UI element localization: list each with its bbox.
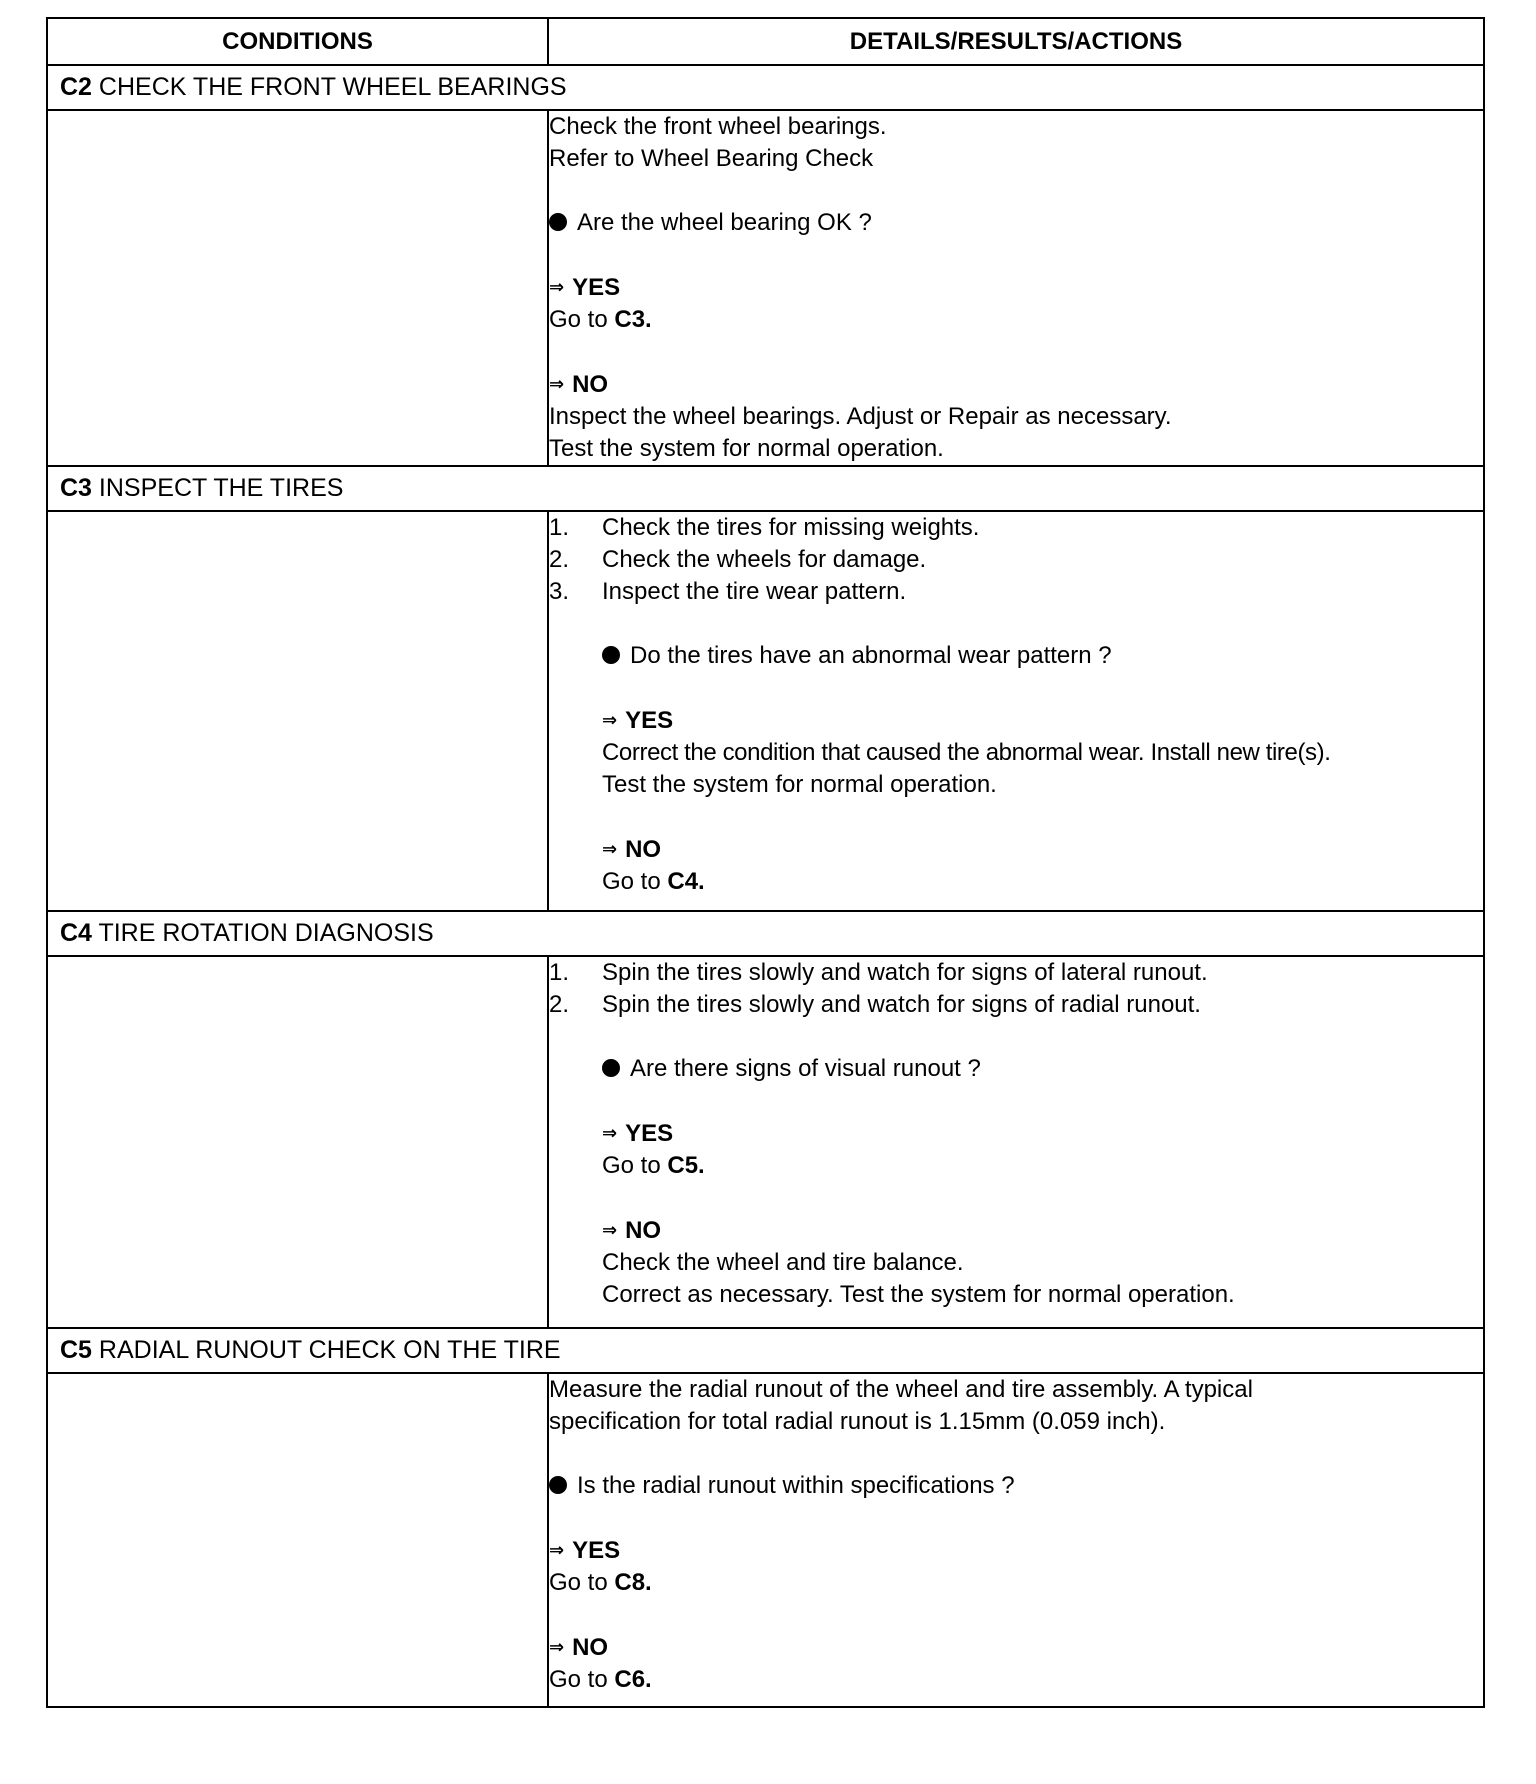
bullet-icon [602,1059,620,1077]
c3-step-1: 1. Check the tires for missing weights. [549,514,980,541]
section-c2-title: C2 CHECK THE FRONT WHEEL BEARINGS [47,65,1484,110]
c3-question: Do the tires have an abnormal wear pattern ? [602,640,1483,672]
c5-details-cell [548,1373,1484,1707]
section-c3-row [47,466,1484,511]
c2-conditions-cell [47,110,548,466]
section-c4-title: C4 TIRE ROTATION DIAGNOSIS [47,911,1484,956]
c5-no-label: ⇒ NO [549,1634,609,1661]
arrow-right-icon: ⇒ [602,710,618,730]
c2-line2: Refer to Wheel Bearing Check [549,145,874,172]
c4-details-cell [548,956,1484,1328]
bullet-icon [549,1476,567,1494]
c4-question: Are there signs of visual runout ? [602,1053,1483,1085]
c3-yes-line2: Test the system for normal operation. [602,771,997,798]
arrow-right-icon: ⇒ [549,1540,565,1560]
c2-details-cell [548,110,1484,466]
c4-no-line1: Check the wheel and tire balance. [602,1249,964,1276]
arrow-right-icon: ⇒ [549,1637,565,1657]
details-header: DETAILS/RESULTS/ACTIONS [548,18,1484,65]
arrow-right-icon: ⇒ [549,374,565,394]
c5-no-text: Go to C6. [549,1666,652,1693]
c4-no-line2: Correct as necessary. Test the system for normal operation. [602,1281,1235,1308]
c4-step-2: 2. Spin the tires slowly and watch for signs of radial runout. [549,991,1201,1018]
c2-no-label: ⇒ NO [549,371,609,398]
c4-no-label: ⇒ NO [602,1217,662,1244]
c3-step-3: 3. Inspect the tire wear pattern. [549,578,907,605]
diagnostic-table [46,17,1485,1708]
c5-line2: specification for total radial runout is 1.15mm (0.059 inch). [549,1408,1166,1435]
arrow-right-icon: ⇒ [602,1220,618,1240]
c4-conditions-cell [47,956,548,1328]
c5-yes-label: ⇒ YES [549,1537,621,1564]
section-c2-body [47,110,1484,466]
conditions-header: CONDITIONS [47,18,548,65]
c3-no-text: Go to C4. [602,868,705,895]
c3-conditions-cell [47,511,548,911]
c2-no-line1: Inspect the wheel bearings. Adjust or Repair as necessary. [549,403,1172,430]
c4-yes-text: Go to C5. [602,1152,705,1179]
arrow-right-icon: ⇒ [549,277,565,297]
bullet-icon [602,646,620,664]
section-c5-body [47,1373,1484,1707]
c2-yes-text: Go to C3. [549,306,652,333]
c2-yes-label: ⇒ YES [549,274,621,301]
c5-line1: Measure the radial runout of the wheel and tire assembly. A typical [549,1376,1253,1403]
section-c4-body [47,956,1484,1328]
section-c2-row [47,65,1484,110]
c4-yes-label: ⇒ YES [602,1120,674,1147]
c2-question: Are the wheel bearing OK ? [549,207,1483,239]
section-c5-row [47,1328,1484,1373]
c3-yes-label: ⇒ YES [602,707,674,734]
c5-question: Is the radial runout within specifications ? [549,1470,1483,1502]
section-c4-row [47,911,1484,956]
c3-yes-line1: Correct the condition that caused the abnormal wear. Install new tire(s). [602,739,1331,766]
c5-conditions-cell [47,1373,548,1707]
c2-line1: Check the front wheel bearings. [549,113,887,140]
arrow-right-icon: ⇒ [602,839,618,859]
c3-step-2: 2. Check the wheels for damage. [549,546,927,573]
section-c5-title: C5 RADIAL RUNOUT CHECK ON THE TIRE [47,1328,1484,1373]
bullet-icon [549,213,567,231]
section-c3-title: C3 INSPECT THE TIRES [47,466,1484,511]
c5-yes-text: Go to C8. [549,1569,652,1596]
c4-step-1: 1. Spin the tires slowly and watch for signs of lateral runout. [549,959,1208,986]
section-c3-body [47,511,1484,911]
header-row [47,18,1484,65]
arrow-right-icon: ⇒ [602,1123,618,1143]
c3-no-label: ⇒ NO [602,836,662,863]
c3-details-cell [548,511,1484,911]
c2-no-line2: Test the system for normal operation. [549,435,944,462]
